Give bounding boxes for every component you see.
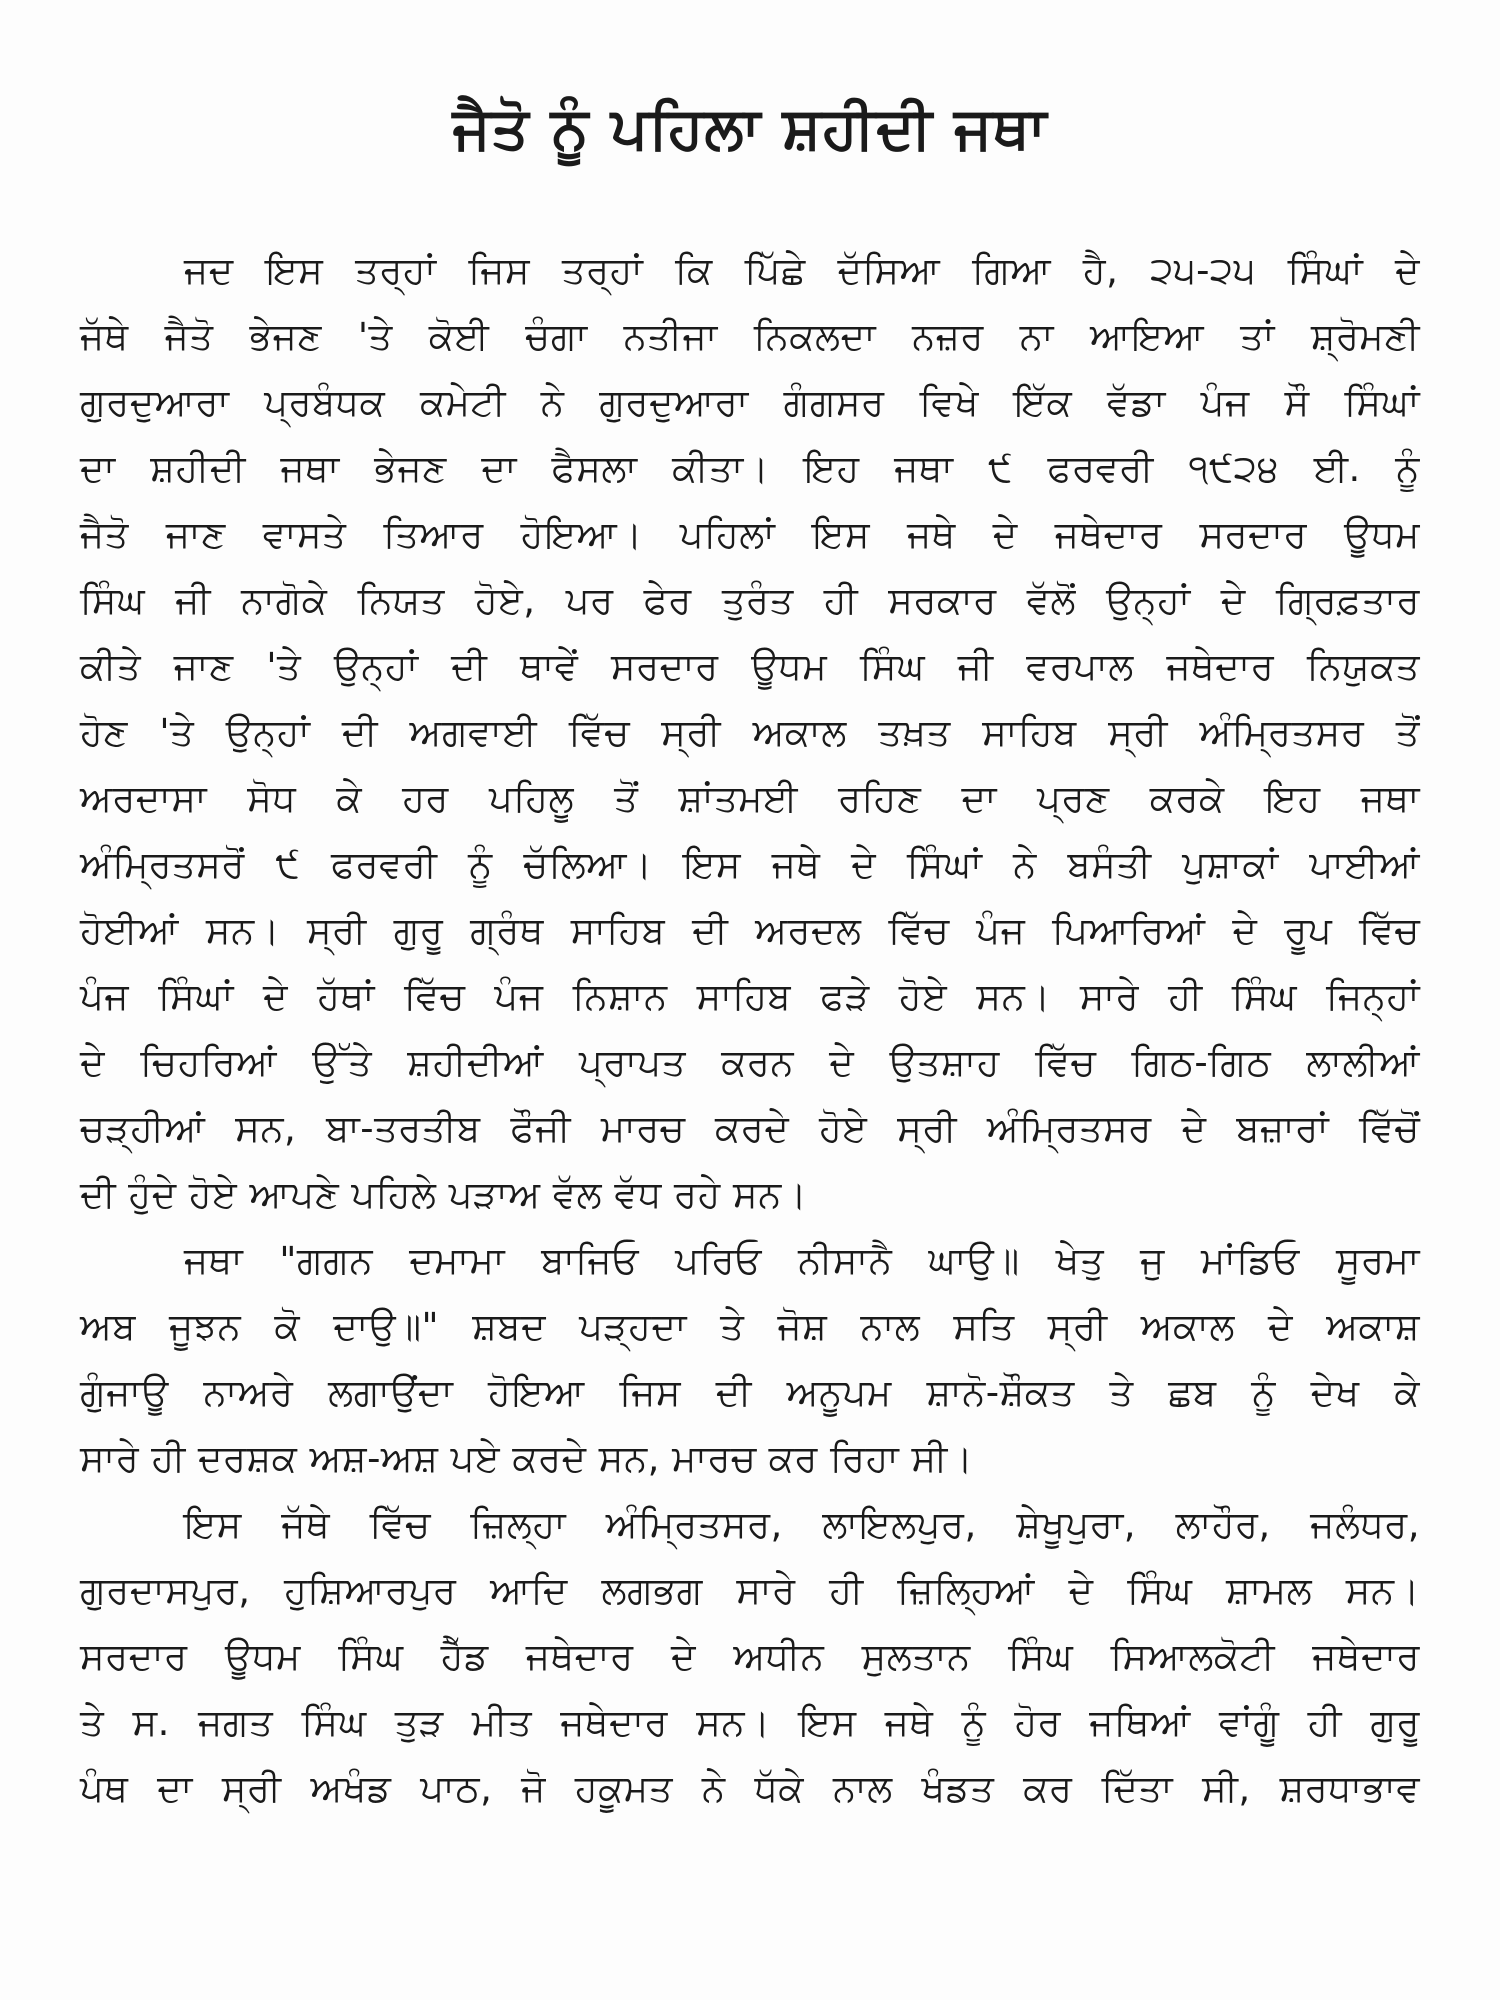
text-line: ਜੈਤੋ ਜਾਣ ਵਾਸਤੇ ਤਿਆਰ ਹੋਇਆ। ਪਹਿਲਾਂ ਇਸ ਜਥੇ ਦੇ ਜਥੇਦਾਰ ਸਰਦਾਰ ਊਧਮ: [80, 513, 1420, 556]
text-line: ਦਾ ਸ਼ਹੀਦੀ ਜਥਾ ਭੇਜਣ ਦਾ ਫੈਸਲਾ ਕੀਤਾ। ਇਹ ਜਥਾ ੯ ਫਰਵਰੀ ੧੯੨੪ ਈ. ਨੂੰ: [80, 447, 1420, 490]
text-line: ਸਾਰੇ ਹੀ ਦਰਸ਼ਕ ਅਸ਼-ਅਸ਼ ਪਏ ਕਰਦੇ ਸਨ, ਮਾਰਚ ਕਰ ਰਿਹਾ ਸੀ।: [80, 1437, 974, 1480]
text-line: ਜੱਥੇ ਜੈਤੋ ਭੇਜਣ 'ਤੇ ਕੋਈ ਚੰਗਾ ਨਤੀਜਾ ਨਿਕਲਦਾ ਨਜ਼ਰ ਨਾ ਆਇਆ ਤਾਂ ਸ਼੍ਰੋਮਣੀ: [80, 315, 1420, 358]
text-line: ਸਰਦਾਰ ਊਧਮ ਸਿੰਘ ਹੈੱਡ ਜਥੇਦਾਰ ਦੇ ਅਧੀਨ ਸੁਲਤਾਨ ਸਿੰਘ ਸਿਆਲਕੋਟੀ ਜਥੇਦਾਰ: [80, 1635, 1420, 1678]
text-line: ਜਥਾ "ਗਗਨ ਦਮਾਮਾ ਬਾਜਿਓ ਪਰਿਓ ਨੀਸਾਨੈ ਘਾਉ॥ ਖੇਤੁ ਜੁ ਮਾਂਡਿਓ ਸੂਰਮਾ: [184, 1239, 1420, 1282]
page-title: ਜੈਤੋ ਨੂੰ ਪਹਿਲਾ ਸ਼ਹੀਦੀ ਜਥਾ: [452, 94, 1048, 162]
text-line: ਅੰਮ੍ਰਿਤਸਰੋਂ ੯ ਫਰਵਰੀ ਨੂੰ ਚੱਲਿਆ। ਇਸ ਜਥੇ ਦੇ ਸਿੰਘਾਂ ਨੇ ਬਸੰਤੀ ਪੁਸ਼ਾਕਾਂ ਪਾਈਆਂ: [80, 843, 1420, 886]
text-line: ਜਦ ਇਸ ਤਰ੍ਹਾਂ ਜਿਸ ਤਰ੍ਹਾਂ ਕਿ ਪਿੱਛੇ ਦੱਸਿਆ ਗਿਆ ਹੈ, ੨੫-੨੫ ਸਿੰਘਾਂ ਦੇ: [184, 249, 1420, 292]
text-line: ਪੰਜ ਸਿੰਘਾਂ ਦੇ ਹੱਥਾਂ ਵਿੱਚ ਪੰਜ ਨਿਸ਼ਾਨ ਸਾਹਿਬ ਫੜੇ ਹੋਏ ਸਨ। ਸਾਰੇ ਹੀ ਸਿੰਘ ਜਿਨ੍ਹਾਂ: [80, 975, 1420, 1018]
text-line: ਪੰਥ ਦਾ ਸ੍ਰੀ ਅਖੰਡ ਪਾਠ, ਜੋ ਹਕੂਮਤ ਨੇ ਧੱਕੇ ਨਾਲ ਖੰਡਤ ਕਰ ਦਿੱਤਾ ਸੀ, ਸ਼ਰਧਾਭਾਵ: [80, 1767, 1420, 1810]
text-line: ਗੁਰਦੁਆਰਾ ਪ੍ਰਬੰਧਕ ਕਮੇਟੀ ਨੇ ਗੁਰਦੁਆਰਾ ਗੰਗਸਰ ਵਿਖੇ ਇੱਕ ਵੱਡਾ ਪੰਜ ਸੌ ਸਿੰਘਾਂ: [80, 381, 1420, 424]
text-line: ਦੇ ਚਿਹਰਿਆਂ ਉੱਤੇ ਸ਼ਹੀਦੀਆਂ ਪ੍ਰਾਪਤ ਕਰਨ ਦੇ ਉਤਸ਼ਾਹ ਵਿੱਚ ਗਿਠ-ਗਿਠ ਲਾਲੀਆਂ: [80, 1041, 1420, 1084]
text-line: ਅਰਦਾਸਾ ਸੋਧ ਕੇ ਹਰ ਪਹਿਲੂ ਤੋਂ ਸ਼ਾਂਤਮਈ ਰਹਿਣ ਦਾ ਪ੍ਰਣ ਕਰਕੇ ਇਹ ਜਥਾ: [80, 777, 1420, 820]
text-line: ਗੁੰਜਾਊ ਨਾਅਰੇ ਲਗਾਉਂਦਾ ਹੋਇਆ ਜਿਸ ਦੀ ਅਨੂਪਮ ਸ਼ਾਨੋ-ਸ਼ੌਕਤ ਤੇ ਛਬ ਨੂੰ ਦੇਖ ਕੇ: [80, 1371, 1420, 1414]
text-line: ਗੁਰਦਾਸਪੁਰ, ਹੁਸ਼ਿਆਰਪੁਰ ਆਦਿ ਲਗਭਗ ਸਾਰੇ ਹੀ ਜ਼ਿਲ੍ਹਿਆਂ ਦੇ ਸਿੰਘ ਸ਼ਾਮਲ ਸਨ।: [80, 1569, 1420, 1612]
text-line: ਕੀਤੇ ਜਾਣ 'ਤੇ ਉਨ੍ਹਾਂ ਦੀ ਥਾਵੇਂ ਸਰਦਾਰ ਊਧਮ ਸਿੰਘ ਜੀ ਵਰਪਾਲ ਜਥੇਦਾਰ ਨਿਯੁਕਤ: [80, 645, 1420, 688]
text-line: ਇਸ ਜੱਥੇ ਵਿੱਚ ਜ਼ਿਲ੍ਹਾ ਅੰਮ੍ਰਿਤਸਰ, ਲਾਇਲਪੁਰ, ਸ਼ੇਖੂਪੁਰਾ, ਲਾਹੌਰ, ਜਲੰਧਰ,: [184, 1503, 1420, 1546]
text-line: ਚੜ੍ਹੀਆਂ ਸਨ, ਬਾ-ਤਰਤੀਬ ਫੌਜੀ ਮਾਰਚ ਕਰਦੇ ਹੋਏ ਸ੍ਰੀ ਅੰਮ੍ਰਿਤਸਰ ਦੇ ਬਜ਼ਾਰਾਂ ਵਿੱਚੋਂ: [80, 1107, 1420, 1150]
text-line: ਦੀ ਹੁੰਦੇ ਹੋਏ ਆਪਣੇ ਪਹਿਲੇ ਪੜਾਅ ਵੱਲ ਵੱਧ ਰਹੇ ਸਨ।: [80, 1173, 808, 1216]
text-line: ਤੇ ਸ. ਜਗਤ ਸਿੰਘ ਤੁੜ ਮੀਤ ਜਥੇਦਾਰ ਸਨ। ਇਸ ਜਥੇ ਨੂੰ ਹੋਰ ਜਥਿਆਂ ਵਾਂਗੂੰ ਹੀ ਗੁਰੂ: [80, 1701, 1420, 1744]
text-line: ਹੋਈਆਂ ਸਨ। ਸ੍ਰੀ ਗੁਰੂ ਗ੍ਰੰਥ ਸਾਹਿਬ ਦੀ ਅਰਦਲ ਵਿੱਚ ਪੰਜ ਪਿਆਰਿਆਂ ਦੇ ਰੂਪ ਵਿੱਚ: [80, 909, 1420, 952]
text-line: ਸਿੰਘ ਜੀ ਨਾਗੋਕੇ ਨਿਯਤ ਹੋਏ, ਪਰ ਫੇਰ ਤੁਰੰਤ ਹੀ ਸਰਕਾਰ ਵੱਲੋਂ ਉਨ੍ਹਾਂ ਦੇ ਗ੍ਰਿਫ਼ਤਾਰ: [80, 579, 1420, 622]
text-line: ਹੋਣ 'ਤੇ ਉਨ੍ਹਾਂ ਦੀ ਅਗਵਾਈ ਵਿੱਚ ਸ੍ਰੀ ਅਕਾਲ ਤਖ਼ਤ ਸਾਹਿਬ ਸ੍ਰੀ ਅੰਮ੍ਰਿਤਸਰ ਤੋਂ: [80, 711, 1420, 754]
text-line: ਅਬ ਜੂਝਨ ਕੋ ਦਾਉ॥" ਸ਼ਬਦ ਪੜ੍ਹਦਾ ਤੇ ਜੋਸ਼ ਨਾਲ ਸਤਿ ਸ੍ਰੀ ਅਕਾਲ ਦੇ ਅਕਾਸ਼: [80, 1305, 1420, 1348]
